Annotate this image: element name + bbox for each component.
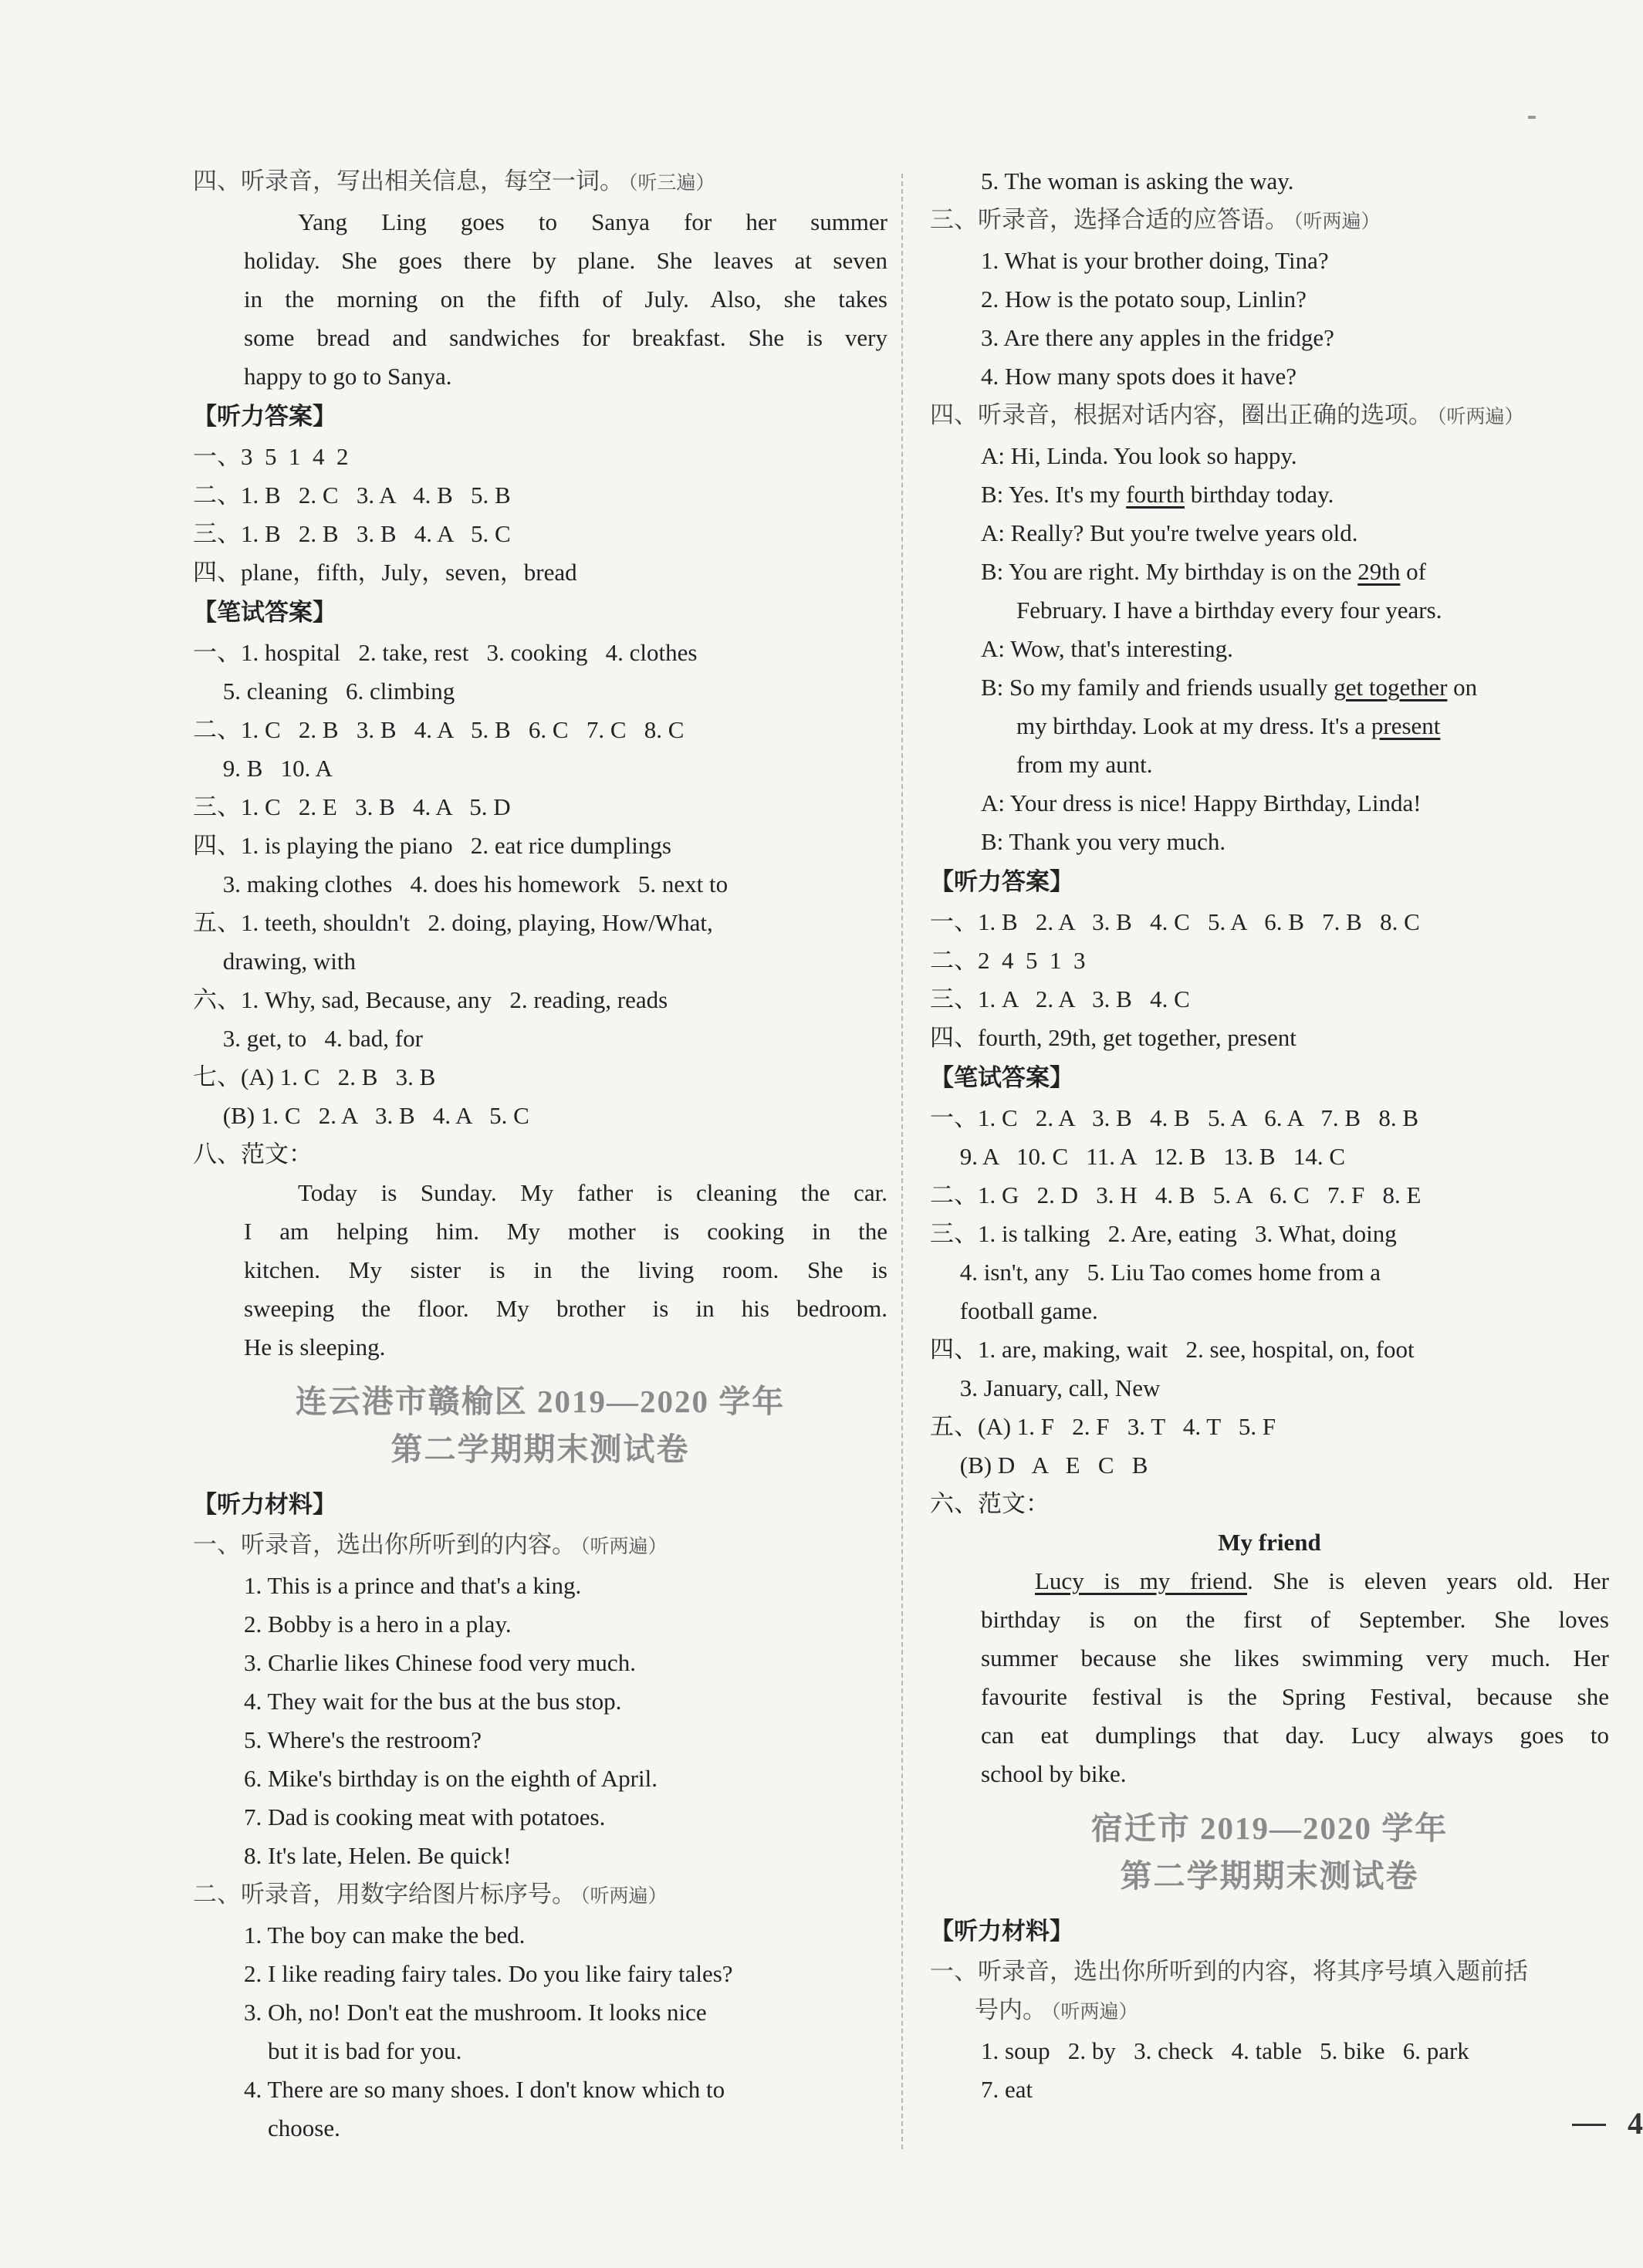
exam-title: 连云港市赣榆区 2019—2020 学年	[295, 1384, 786, 1419]
answer-line: 四、fourth, 29th, get together, present	[930, 1024, 1296, 1051]
question-list	[193, 1567, 887, 1875]
answer-line: 六、1. Why, sad, Because, any 2. reading, reads	[193, 986, 668, 1013]
essay-line: I am helping him. My mother is cooking in the	[244, 1218, 887, 1245]
passage-line: holiday. She goes there by plane. She leaves at seven	[244, 247, 887, 274]
answer-underline: present	[1371, 712, 1441, 739]
answer-line: 三、1. is talking 2. Are, eating 3. What, doing	[930, 1220, 1397, 1247]
answer-underline: fourth	[1126, 481, 1185, 508]
listening-material-title: 【听力材料】	[193, 1491, 336, 1518]
essay-line: birthday is on the first of September. She loves	[981, 1606, 1609, 1633]
answer-line: 二、1. C 2. B 3. B 4. A 5. B 6. C 7. C 8. C	[193, 716, 685, 743]
answer-line: 4. isn't, any 5. Liu Tao comes home from a	[930, 1259, 1381, 1286]
question-list	[930, 2032, 1609, 2109]
answer-line: 三、1. C 2. E 3. B 4. A 5. D	[193, 793, 511, 820]
answer-line: 3. making clothes 4. does his homework 5. next to	[193, 870, 729, 897]
dialogue-line: A: Your dress is nice! Happy Birthday, Linda!	[981, 789, 1422, 816]
list-item: 3. Are there any apples in the fridge?	[981, 324, 1334, 351]
dialogue-line: B: Yes. It's my fourth birthday today.	[981, 481, 1334, 508]
dialogue-line: from my aunt.	[1016, 751, 1153, 778]
answer-line: 四、1. are, making, wait 2. see, hospital, on, foot	[930, 1336, 1415, 1363]
essay-line: He is sleeping.	[244, 1333, 386, 1360]
dialogue	[930, 437, 1609, 861]
list-item: 4. They wait for the bus at the bus stop.	[244, 1688, 622, 1715]
list-item: 4. How many spots does it have?	[981, 363, 1296, 390]
answer-line: 八、范文：	[193, 1141, 313, 1168]
answer-line: 3. January, call, New	[930, 1374, 1161, 1401]
answer-line: 四、1. is playing the piano 2. eat rice dumplings	[193, 832, 671, 859]
list-item: 1. This is a prince and that's a king.	[244, 1572, 582, 1599]
list-item: 5. The woman is asking the way.	[981, 167, 1294, 194]
list-item: 1. What is your brother doing, Tina?	[981, 247, 1329, 274]
list-item: 4. There are so many shoes. I don't know which to	[244, 2076, 725, 2103]
list-item: 3. Oh, no! Don't eat the mushroom. It looks nice	[244, 1999, 707, 2026]
written-answers-title: 【笔试答案】	[930, 1064, 1073, 1091]
answer-line: 一、1. hospital 2. take, rest 3. cooking 4. clothes	[193, 639, 698, 666]
exam-title: 宿迁市 2019—2020 学年	[1090, 1810, 1449, 1846]
answer-underline: 29th	[1357, 558, 1401, 585]
answer-line: 二、2 4 5 1 3	[930, 947, 1086, 974]
answer-line: 三、1. A 2. A 3. B 4. C	[930, 985, 1190, 1012]
answer-line: 3. get, to 4. bad, for	[193, 1025, 423, 1052]
answer-line: 四、plane，fifth，July，seven，bread	[193, 559, 577, 586]
list-item: 7. Dad is cooking meat with potatoes.	[244, 1803, 606, 1830]
scan-mark	[1528, 116, 1536, 119]
essay-line: summer because she likes swimming very much. Her	[981, 1644, 1609, 1671]
answer-line: (B) 1. C 2. A 3. B 4. A 5. C	[193, 1102, 529, 1129]
answer-line: 一、3 5 1 4 2	[193, 443, 349, 470]
right-column	[930, 162, 1609, 2109]
list-item: 1. soup 2. by 3. check 4. table 5. bike 6. park	[981, 2037, 1469, 2064]
list-item: 6. Mike's birthday is on the eighth of April.	[244, 1765, 658, 1792]
listening-answers-title: 【听力答案】	[193, 403, 336, 430]
dialogue-line: my birthday. Look at my dress. It's a present	[1016, 712, 1441, 739]
list-item: 7. eat	[981, 2076, 1033, 2103]
essay-title: My friend	[1218, 1529, 1321, 1556]
model-essay	[193, 1174, 887, 1367]
dialogue-line: A: Hi, Linda. You look so happy.	[981, 442, 1297, 469]
listening-answers	[930, 903, 1609, 1057]
dialogue-line: B: So my family and friends usually get together on	[981, 674, 1478, 701]
answer-line: 9. A 10. C 11. A 12. B 13. B 14. C	[930, 1143, 1345, 1170]
written-answers	[193, 634, 887, 1174]
page-number: 4	[1628, 2106, 1643, 2141]
list-item: choose.	[244, 2114, 340, 2141]
exam-subtitle: 第二学期期末测试卷	[1120, 1858, 1419, 1894]
answer-line: 六、范文：	[930, 1490, 1050, 1517]
list-item: 2. How is the potato soup, Linlin?	[981, 286, 1307, 313]
question-list	[193, 1916, 887, 2148]
section-heading: 四、听录音，根据对话内容，圈出正确的选项。 （听两遍）	[930, 401, 1524, 428]
written-answers-title: 【笔试答案】	[193, 599, 336, 626]
answer-underline: get together	[1334, 674, 1448, 701]
section-heading: 一、听录音，选出你所听到的内容。 （听两遍）	[193, 1531, 668, 1558]
answer-line: 9. B 10. A	[193, 755, 333, 782]
model-essay	[930, 1562, 1609, 1793]
answer-line: 一、1. C 2. A 3. B 4. B 5. A 6. A 7. B 8. B	[930, 1104, 1419, 1131]
passage-line: in the morning on the fifth of July. Also, she takes	[244, 286, 887, 313]
essay-line: favourite festival is the Spring Festival, because she	[981, 1683, 1609, 1710]
answer-line: 二、1. B 2. C 3. A 4. B 5. B	[193, 482, 511, 509]
dialogue-line: B: Thank you very much.	[981, 828, 1226, 855]
listening-answers-title: 【听力答案】	[930, 868, 1073, 895]
listening-passage	[193, 203, 887, 396]
list-item: 5. Where's the restroom?	[244, 1726, 482, 1753]
essay-line: kitchen. My sister is in the living room. She is	[244, 1256, 887, 1283]
section-heading: 二、听录音，用数字给图片标序号。 （听两遍）	[193, 1881, 668, 1908]
answer-line: 三、1. B 2. B 3. B 4. A 5. C	[193, 520, 511, 547]
answer-line: 五、(A) 1. F 2. F 3. T 4. T 5. F	[930, 1413, 1276, 1440]
essay-line: Lucy is my friend. She is eleven years old. Her	[1035, 1567, 1609, 1594]
section-heading: 一、听录音，选出你所听到的内容，将其序号填入题前括	[930, 1958, 1528, 1985]
passage-line: happy to go to Sanya.	[244, 363, 452, 390]
answer-line: drawing, with	[193, 948, 356, 975]
section-heading: 三、听录音，选择合适的应答语。 （听两遍）	[930, 206, 1381, 233]
list-item: but it is bad for you.	[244, 2037, 462, 2064]
passage-line: Yang Ling goes to Sanya for her summer	[298, 208, 887, 235]
answer-line: 二、1. G 2. D 3. H 4. B 5. A 6. C 7. F 8. E	[930, 1181, 1422, 1208]
question-list	[930, 242, 1609, 396]
listening-material-title: 【听力材料】	[930, 1918, 1073, 1945]
answer-line: 七、(A) 1. C 2. B 3. B	[193, 1063, 436, 1090]
exam-subtitle: 第二学期期末测试卷	[390, 1431, 690, 1467]
essay-line: sweeping the floor. My brother is in his bedroom.	[244, 1295, 887, 1322]
section-heading: 号内。 （听两遍）	[975, 1996, 1138, 2023]
dialogue-line: A: Really? But you're twelve years old.	[981, 519, 1358, 546]
answer-line: 5. cleaning 6. climbing	[193, 678, 455, 705]
answer-line: football game.	[930, 1297, 1098, 1324]
list-item: 2. Bobby is a hero in a play.	[244, 1611, 512, 1638]
essay-line: can eat dumplings that day. Lucy always goes to	[981, 1722, 1609, 1749]
list-item: 8. It's late, Helen. Be quick!	[244, 1842, 512, 1869]
essay-line: school by bike.	[981, 1760, 1127, 1787]
page-number-dash	[1572, 2124, 1606, 2126]
list-item: 1. The boy can make the bed.	[244, 1922, 526, 1949]
answer-line: 五、1. teeth, shouldn't 2. doing, playing, How/What,	[193, 909, 713, 936]
dialogue-line: B: You are right. My birthday is on the 29th of	[981, 558, 1426, 585]
answer-line: 一、1. B 2. A 3. B 4. C 5. A 6. B 7. B 8. C	[930, 908, 1420, 935]
answer-line: (B) D A E C B	[930, 1452, 1148, 1479]
dialogue-line: February. I have a birthday every four years.	[1016, 597, 1442, 624]
written-answers	[930, 1099, 1609, 1523]
section-heading: 四、听录音，写出相关信息，每空一词。 （听三遍）	[193, 167, 715, 194]
essay-line: Today is Sunday. My father is cleaning the car.	[298, 1179, 887, 1206]
passage-line: some bread and sandwiches for breakfast. She is very	[244, 324, 887, 351]
column-divider	[901, 174, 903, 2149]
left-column	[193, 162, 887, 2148]
list-item: 2. I like reading fairy tales. Do you like fairy tales?	[244, 1960, 733, 1987]
dialogue-line: A: Wow, that's interesting.	[981, 635, 1233, 662]
listening-answers	[193, 438, 887, 592]
list-item: 3. Charlie likes Chinese food very much.	[244, 1649, 636, 1676]
